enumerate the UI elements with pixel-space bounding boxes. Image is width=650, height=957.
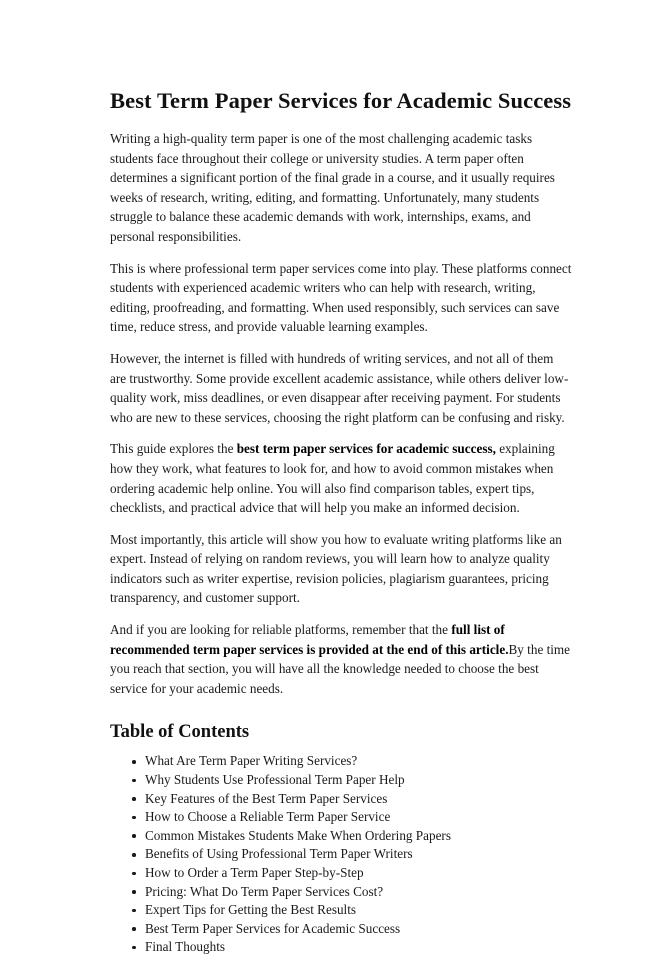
- list-item-label: How to Order a Term Paper Step-by-Step: [145, 865, 364, 880]
- intro-paragraph-1: Writing a high-quality term paper is one of the most challenging academic tasks students face throughout their college or university studies. A term paper often determines a significant portion of the final grade in a course, and it usually requires weeks of research, writing, editing, and formatting. Unfortunately, many students struggle to balance these academic demands with work, internships, exams, and personal responsibilities.: [110, 131, 555, 244]
- list-item[interactable]: [132, 920, 572, 939]
- table-of-contents-heading: Table of Contents: [110, 722, 250, 743]
- list-item[interactable]: [132, 752, 572, 771]
- guide-overview-lead: This guide explores the: [110, 441, 237, 457]
- list-item-label: Key Features of the Best Term Paper Services: [145, 790, 388, 806]
- list-item-label: Final Thoughts: [145, 939, 225, 955]
- document-content: [110, 86, 572, 957]
- recommendation-paragraph: [110, 620, 572, 698]
- bullet-icon: [132, 779, 136, 783]
- bullet-icon: [132, 834, 136, 838]
- bullet-icon: [132, 927, 136, 931]
- list-item[interactable]: [132, 808, 572, 827]
- intro-paragraph-2: This is where professional term paper services come into play. These platforms connect students with experienced academic writers who can help with research, writing, editing, proofreading, and formatting. When used responsibly, such services can save time, reduce stress, and provide valuable learning examples.: [110, 260, 572, 335]
- guide-overview-tail: explaining how they work, what features to look for, and how to avoid common mistakes when ordering academic help online. You will also find comparison tables, expert tips, checklists, and practical advice that will help you make an informed decision.: [110, 441, 555, 516]
- list-item[interactable]: [132, 864, 572, 883]
- list-item[interactable]: [132, 845, 572, 864]
- page-title: Best Term Paper Services for Academic Success: [110, 88, 572, 113]
- recommendation-tail: By the time you reach that section, you will have all the knowledge needed to choose the best service for your academic needs.: [110, 641, 571, 696]
- list-item-label: Common Mistakes Students Make When Ordering Papers: [145, 827, 451, 843]
- list-item-label: How to Choose a Reliable Term Paper Service: [145, 809, 391, 825]
- list-item-label: Why Students Use Professional Term Paper Help: [145, 772, 405, 788]
- bullet-icon: [132, 853, 136, 857]
- bullet-icon: [132, 890, 136, 894]
- bullet-icon: [132, 946, 136, 950]
- recommendation-highlight: full list of recommended term paper services is provided at the end of this article.: [110, 622, 509, 657]
- list-item-label: Expert Tips for Getting the Best Results: [145, 902, 356, 918]
- bullet-icon: [132, 797, 136, 801]
- guide-overview-highlight: best term paper services for academic success,: [236, 441, 496, 457]
- list-item[interactable]: [132, 827, 572, 846]
- list-item-label: Best Term Paper Services for Academic Success: [145, 920, 401, 936]
- recommendation-lead: And if you are looking for reliable platforms, remember that the: [110, 622, 452, 638]
- guide-overview-paragraph: [110, 439, 572, 517]
- bullet-icon: [132, 909, 136, 913]
- bullet-icon: [132, 760, 136, 764]
- list-item-label: Pricing: What Do Term Paper Services Cost?: [145, 883, 384, 899]
- evaluation-paragraph: Most importantly, this article will show you how to evaluate writing platforms like an expert. Instead of relying on random reviews, you will learn how to analyze quality indicators such as writer expertise, revision policies, plagiarism guarantees, pricing transparency, and customer support.: [110, 531, 562, 606]
- list-item[interactable]: [132, 883, 572, 902]
- intro-paragraph-3: However, the internet is filled with hundreds of writing services, and not all of them are trustworthy. Some provide excellent academic assistance, while others deliver low-quality work, miss deadlines, or even disappear after receiving payment. For students who are new to these services, choosing the right platform can be confusing and risky.: [110, 350, 569, 425]
- list-item[interactable]: [132, 938, 572, 957]
- list-item-label: Benefits of Using Professional Term Paper Writers: [145, 846, 413, 862]
- list-item[interactable]: [132, 771, 572, 790]
- list-item[interactable]: [132, 790, 572, 809]
- bullet-icon: [132, 816, 136, 820]
- list-item-label: What Are Term Paper Writing Services?: [145, 753, 358, 769]
- table-of-contents-list: [110, 752, 572, 957]
- list-item[interactable]: [132, 901, 572, 920]
- bullet-icon: [132, 872, 136, 876]
